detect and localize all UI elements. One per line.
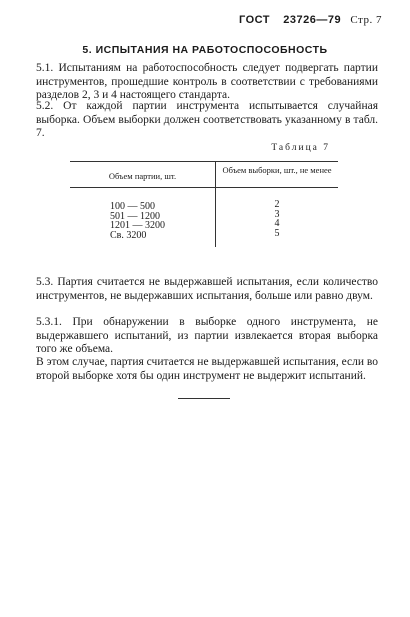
paragraph-5-3-1-continuation: В этом случае, партия считается не выдержавшей испытания, если во второй выборке хотя бы один инструмент не выдержит испытаний. <box>36 356 378 382</box>
paragraph-5-2: 5.2. От каждой партии инструмента испытывается случайная выборка. Объем выборки должен соответствовать указанному в табл. 7. <box>36 100 378 139</box>
table-header-rule <box>70 187 338 188</box>
table-cell-batch: 100 — 500 <box>110 201 155 212</box>
table-top-rule <box>70 161 338 162</box>
end-of-section-rule <box>178 398 230 399</box>
header-page-number: Стр. 7 <box>350 14 382 26</box>
table-cell-batch: Св. 3200 <box>110 229 147 241</box>
paragraph-5-3: 5.3. Партия считается не выдержавшей испытания, если количество инструментов, не выдержавших испытания, больше или равно двум. <box>36 276 378 302</box>
table-cell-batch: 1201 — 3200 <box>110 220 165 231</box>
table-caption: Таблица 7 <box>271 143 330 153</box>
page-header <box>239 14 382 26</box>
table-cell-sample: 2 <box>274 199 280 210</box>
paragraph-5-1: 5.1. Испытаниям на работоспособность следует подвергать партии инструментов, прошедшие контроль в соответствии с требованиями разделов 2, 3 и 4 настоящего стандарта. <box>36 62 378 101</box>
table-7 <box>70 157 338 257</box>
header-gost: ГОСТ <box>238 14 271 26</box>
table-column-sample <box>216 200 338 238</box>
table-cell-sample: 5 <box>274 227 280 239</box>
table-cell-sample: 3 <box>274 208 280 220</box>
table-cell-batch: 501 — 1200 <box>110 210 160 222</box>
section-title: 5. ИСПЫТАНИЯ НА РАБОТОСПОСОБНОСТЬ <box>82 44 328 56</box>
table-header-batch: Объем партии, шт. <box>108 171 177 181</box>
table-column-batch <box>110 202 165 240</box>
table-header-sample: Объем выборки, шт., не менее <box>222 165 332 175</box>
paragraph-5-3-1: 5.3.1. При обнаружении в выборке одного инструмента, не выдержавшего испытаний, из партии извлекается вторая выборка того же объема. <box>36 316 378 355</box>
header-standard-number: 23726—79 <box>283 14 342 26</box>
table-cell-sample: 4 <box>274 218 280 229</box>
